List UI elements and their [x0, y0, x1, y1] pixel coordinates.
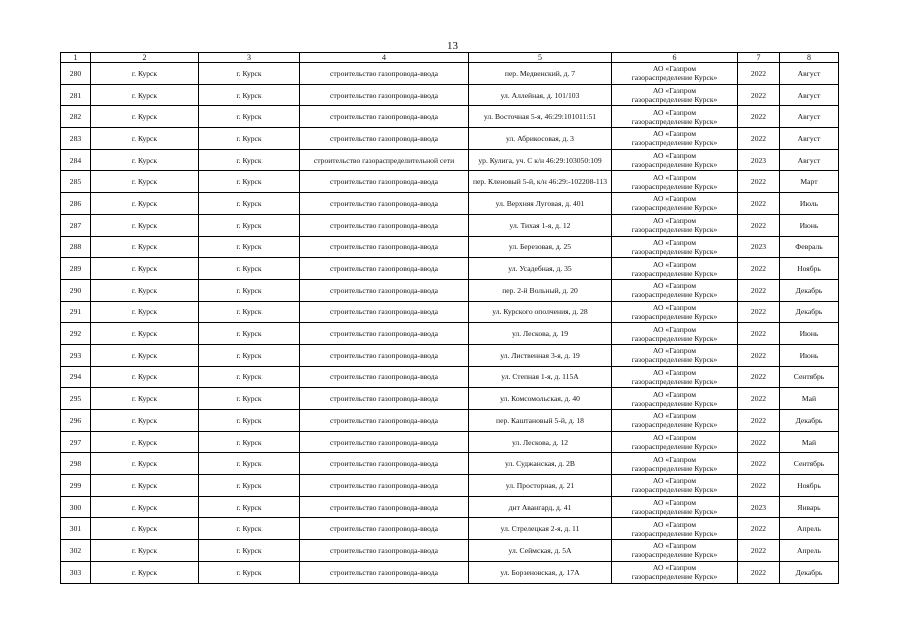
operator-cell [612, 431, 738, 453]
work-type-cell: строительство газопровода-ввода [300, 410, 469, 432]
row-number-cell: 298 [61, 453, 91, 475]
row-number-cell: 302 [61, 540, 91, 562]
operator-cell [612, 193, 738, 215]
operator-cell [612, 106, 738, 128]
operator-cell [612, 236, 738, 258]
table-row [61, 84, 839, 106]
year-cell: 2022 [738, 366, 780, 388]
address-cell: ул. Восточная 5-я, 46:29:101011:51 [469, 106, 612, 128]
settlement-cell: г. Курск [199, 518, 300, 540]
column-header: 3 [199, 53, 300, 63]
operator-line-2: газораспределение Курск» [631, 485, 718, 495]
settlement-cell: г. Курск [199, 171, 300, 193]
operator-line-1: АО «Газпром [652, 194, 697, 204]
region-cell: г. Курск [91, 193, 199, 215]
region-cell: г. Курск [91, 410, 199, 432]
operator-line-2: газораспределение Курск» [631, 398, 718, 408]
operator-line-2: газораспределение Курск» [631, 181, 718, 191]
settlement-cell: г. Курск [199, 410, 300, 432]
month-cell: Декабрь [780, 410, 839, 432]
operator-cell [612, 171, 738, 193]
year-cell: 2022 [738, 193, 780, 215]
settlement-cell: г. Курск [199, 366, 300, 388]
work-type-cell: строительство газопровода-ввода [300, 518, 469, 540]
year-cell: 2022 [738, 128, 780, 150]
table-row [61, 388, 839, 410]
row-number-cell: 303 [61, 561, 91, 583]
address-cell: пер. Медвенский, д. 7 [469, 63, 612, 85]
operator-line-2: газораспределение Курск» [631, 376, 718, 386]
row-number-cell: 280 [61, 63, 91, 85]
row-number-cell: 292 [61, 323, 91, 345]
year-cell: 2022 [738, 475, 780, 497]
address-cell: ул. Борзеновская, д. 17А [469, 561, 612, 583]
work-type-cell: строительство газопровода-ввода [300, 323, 469, 345]
operator-line-1: АО «Газпром [652, 237, 697, 247]
work-type-cell: строительство газораспределительной сети [300, 149, 469, 171]
year-cell: 2022 [738, 301, 780, 323]
row-number-cell: 287 [61, 214, 91, 236]
year-cell: 2022 [738, 84, 780, 106]
month-cell: Июнь [780, 344, 839, 366]
month-cell: Август [780, 84, 839, 106]
settlement-cell: г. Курск [199, 63, 300, 85]
operator-line-1: АО «Газпром [652, 302, 697, 312]
year-cell: 2022 [738, 540, 780, 562]
address-cell: ул. Усадебная, д. 35 [469, 258, 612, 280]
work-type-cell: строительство газопровода-ввода [300, 214, 469, 236]
table-header-row [61, 53, 839, 63]
table-row [61, 301, 839, 323]
settlement-cell: г. Курск [199, 453, 300, 475]
work-type-cell: строительство газопровода-ввода [300, 236, 469, 258]
operator-line-2: газораспределение Курск» [631, 507, 718, 517]
settlement-cell: г. Курск [199, 301, 300, 323]
address-cell: ул. Стрелецкая 2-я, д. 11 [469, 518, 612, 540]
address-cell: ул. Сеймская, д. 5А [469, 540, 612, 562]
row-number-cell: 300 [61, 496, 91, 518]
month-cell: Август [780, 106, 839, 128]
work-type-cell: строительство газопровода-ввода [300, 128, 469, 150]
row-number-cell: 301 [61, 518, 91, 540]
operator-line-2: газораспределение Курск» [631, 311, 718, 321]
year-cell: 2022 [738, 388, 780, 410]
table-row [61, 236, 839, 258]
address-cell: днт Авангард, д. 41 [469, 496, 612, 518]
operator-line-1: АО «Газпром [652, 129, 697, 139]
region-cell: г. Курск [91, 431, 199, 453]
operator-cell [612, 63, 738, 85]
address-cell: ул. Комсомольская, д. 40 [469, 388, 612, 410]
registry-table [60, 52, 839, 584]
operator-line-1: АО «Газпром [652, 259, 697, 269]
table-row [61, 366, 839, 388]
row-number-cell: 294 [61, 366, 91, 388]
month-cell: Апрель [780, 540, 839, 562]
address-cell: ул. Аллейная, д. 101/103 [469, 84, 612, 106]
table-row [61, 214, 839, 236]
address-cell: пер. Каштановый 5-й, д. 18 [469, 410, 612, 432]
table-row [61, 431, 839, 453]
address-cell: ул. Лескова, д. 19 [469, 323, 612, 345]
address-cell: ул. Курского ополчения, д. 28 [469, 301, 612, 323]
address-cell: ур. Кулига, уч. С к/н 46:29:103050:109 [469, 149, 612, 171]
column-header: 1 [61, 53, 91, 63]
region-cell: г. Курск [91, 214, 199, 236]
operator-cell [612, 496, 738, 518]
column-header: 2 [91, 53, 199, 63]
region-cell: г. Курск [91, 84, 199, 106]
region-cell: г. Курск [91, 388, 199, 410]
operator-cell [612, 561, 738, 583]
work-type-cell: строительство газопровода-ввода [300, 453, 469, 475]
region-cell: г. Курск [91, 279, 199, 301]
work-type-cell: строительство газопровода-ввода [300, 540, 469, 562]
operator-cell [612, 366, 738, 388]
table-row [61, 344, 839, 366]
operator-line-1: АО «Газпром [652, 367, 697, 377]
settlement-cell: г. Курск [199, 475, 300, 497]
work-type-cell: строительство газопровода-ввода [300, 63, 469, 85]
operator-cell [612, 84, 738, 106]
operator-cell [612, 128, 738, 150]
operator-cell [612, 323, 738, 345]
address-cell: пер. 2-й Вольный, д. 20 [469, 279, 612, 301]
column-header: 7 [738, 53, 780, 63]
row-number-cell: 290 [61, 279, 91, 301]
operator-line-2: газораспределение Курск» [631, 333, 718, 343]
work-type-cell: строительство газопровода-ввода [300, 193, 469, 215]
settlement-cell: г. Курск [199, 236, 300, 258]
region-cell: г. Курск [91, 496, 199, 518]
work-type-cell: строительство газопровода-ввода [300, 106, 469, 128]
operator-line-1: АО «Газпром [652, 411, 697, 421]
operator-line-2: газораспределение Курск» [631, 420, 718, 430]
table-row [61, 279, 839, 301]
table-row [61, 128, 839, 150]
month-cell: Апрель [780, 518, 839, 540]
operator-cell [612, 453, 738, 475]
column-header: 5 [469, 53, 612, 63]
settlement-cell: г. Курск [199, 258, 300, 280]
table-row [61, 149, 839, 171]
operator-line-1: АО «Газпром [652, 433, 697, 443]
settlement-cell: г. Курск [199, 214, 300, 236]
settlement-cell: г. Курск [199, 496, 300, 518]
operator-line-1: АО «Газпром [652, 324, 697, 334]
region-cell: г. Курск [91, 149, 199, 171]
address-cell: ул. Степная 1-я, д. 115А [469, 366, 612, 388]
month-cell: Январь [780, 496, 839, 518]
month-cell: Июнь [780, 323, 839, 345]
address-cell: ул. Березовая, д. 25 [469, 236, 612, 258]
region-cell: г. Курск [91, 475, 199, 497]
operator-line-1: АО «Газпром [652, 64, 697, 74]
operator-line-1: АО «Газпром [652, 172, 697, 182]
operator-line-1: АО «Газпром [652, 476, 697, 486]
settlement-cell: г. Курск [199, 431, 300, 453]
operator-line-2: газораспределение Курск» [631, 225, 718, 235]
row-number-cell: 288 [61, 236, 91, 258]
work-type-cell: строительство газопровода-ввода [300, 475, 469, 497]
operator-line-1: АО «Газпром [652, 541, 697, 551]
operator-cell [612, 258, 738, 280]
operator-cell [612, 410, 738, 432]
address-cell: ул. Суджанская, д. 2В [469, 453, 612, 475]
settlement-cell: г. Курск [199, 279, 300, 301]
operator-line-1: АО «Газпром [652, 346, 697, 356]
region-cell: г. Курск [91, 106, 199, 128]
year-cell: 2022 [738, 344, 780, 366]
address-cell: ул. Абрикосовая, д. 3 [469, 128, 612, 150]
operator-line-2: газораспределение Курск» [631, 138, 718, 148]
operator-line-2: газораспределение Курск» [631, 73, 718, 83]
table-row [61, 106, 839, 128]
settlement-cell: г. Курск [199, 540, 300, 562]
month-cell: Май [780, 388, 839, 410]
work-type-cell: строительство газопровода-ввода [300, 431, 469, 453]
year-cell: 2022 [738, 258, 780, 280]
operator-line-1: АО «Газпром [652, 151, 697, 161]
address-cell: пер. Кленовый 5-й, к/н 46:29:-102208-113 [469, 171, 612, 193]
operator-line-2: газораспределение Курск» [631, 160, 718, 170]
year-cell: 2022 [738, 561, 780, 583]
operator-cell [612, 301, 738, 323]
table-row [61, 540, 839, 562]
settlement-cell: г. Курск [199, 149, 300, 171]
row-number-cell: 281 [61, 84, 91, 106]
operator-line-2: газораспределение Курск» [631, 572, 718, 582]
address-cell: ул. Просторная, д. 21 [469, 475, 612, 497]
table-row [61, 193, 839, 215]
month-cell: Февраль [780, 236, 839, 258]
month-cell: Июнь [780, 214, 839, 236]
operator-line-2: газораспределение Курск» [631, 355, 718, 365]
settlement-cell: г. Курск [199, 193, 300, 215]
operator-line-1: АО «Газпром [652, 216, 697, 226]
operator-cell [612, 388, 738, 410]
row-number-cell: 285 [61, 171, 91, 193]
month-cell: Август [780, 149, 839, 171]
region-cell: г. Курск [91, 128, 199, 150]
year-cell: 2022 [738, 518, 780, 540]
row-number-cell: 286 [61, 193, 91, 215]
month-cell: Сентябрь [780, 453, 839, 475]
address-cell: ул. Лескова, д. 12 [469, 431, 612, 453]
region-cell: г. Курск [91, 366, 199, 388]
row-number-cell: 299 [61, 475, 91, 497]
work-type-cell: строительство газопровода-ввода [300, 84, 469, 106]
work-type-cell: строительство газопровода-ввода [300, 366, 469, 388]
settlement-cell: г. Курск [199, 344, 300, 366]
region-cell: г. Курск [91, 540, 199, 562]
operator-cell [612, 149, 738, 171]
table-row [61, 475, 839, 497]
operator-cell [612, 214, 738, 236]
row-number-cell: 293 [61, 344, 91, 366]
month-cell: Ноябрь [780, 258, 839, 280]
operator-line-1: АО «Газпром [652, 563, 697, 573]
operator-cell [612, 518, 738, 540]
settlement-cell: г. Курск [199, 323, 300, 345]
operator-line-2: газораспределение Курск» [631, 442, 718, 452]
month-cell: Ноябрь [780, 475, 839, 497]
region-cell: г. Курск [91, 453, 199, 475]
settlement-cell: г. Курск [199, 106, 300, 128]
region-cell: г. Курск [91, 171, 199, 193]
region-cell: г. Курск [91, 236, 199, 258]
work-type-cell: строительство газопровода-ввода [300, 388, 469, 410]
row-number-cell: 283 [61, 128, 91, 150]
month-cell: Май [780, 431, 839, 453]
year-cell: 2023 [738, 149, 780, 171]
year-cell: 2022 [738, 431, 780, 453]
row-number-cell: 282 [61, 106, 91, 128]
region-cell: г. Курск [91, 301, 199, 323]
operator-cell [612, 279, 738, 301]
row-number-cell: 296 [61, 410, 91, 432]
table-row [61, 171, 839, 193]
table-row [61, 496, 839, 518]
month-cell: Декабрь [780, 279, 839, 301]
operator-line-2: газораспределение Курск» [631, 95, 718, 105]
address-cell: ул. Верхняя Луговая, д. 401 [469, 193, 612, 215]
address-cell: ул. Тихая 1-я, д. 12 [469, 214, 612, 236]
operator-line-2: газораспределение Курск» [631, 550, 718, 560]
month-cell: Сентябрь [780, 366, 839, 388]
table-row [61, 63, 839, 85]
table-row [61, 518, 839, 540]
operator-line-2: газораспределение Курск» [631, 246, 718, 256]
year-cell: 2022 [738, 171, 780, 193]
year-cell: 2022 [738, 63, 780, 85]
month-cell: Март [780, 171, 839, 193]
table-row [61, 323, 839, 345]
work-type-cell: строительство газопровода-ввода [300, 496, 469, 518]
work-type-cell: строительство газопровода-ввода [300, 279, 469, 301]
work-type-cell: строительство газопровода-ввода [300, 344, 469, 366]
region-cell: г. Курск [91, 344, 199, 366]
column-header: 8 [780, 53, 839, 63]
operator-line-2: газораспределение Курск» [631, 290, 718, 300]
operator-line-1: АО «Газпром [652, 454, 697, 464]
operator-line-2: газораспределение Курск» [631, 116, 718, 126]
year-cell: 2022 [738, 453, 780, 475]
operator-line-1: АО «Газпром [652, 107, 697, 117]
operator-line-1: АО «Газпром [652, 281, 697, 291]
year-cell: 2023 [738, 236, 780, 258]
operator-cell [612, 344, 738, 366]
operator-line-2: газораспределение Курск» [631, 528, 718, 538]
year-cell: 2022 [738, 279, 780, 301]
year-cell: 2022 [738, 214, 780, 236]
settlement-cell: г. Курск [199, 561, 300, 583]
region-cell: г. Курск [91, 561, 199, 583]
operator-line-2: газораспределение Курск» [631, 203, 718, 213]
year-cell: 2022 [738, 323, 780, 345]
work-type-cell: строительство газопровода-ввода [300, 171, 469, 193]
operator-line-1: АО «Газпром [652, 519, 697, 529]
operator-line-2: газораспределение Курск» [631, 268, 718, 278]
work-type-cell: строительство газопровода-ввода [300, 561, 469, 583]
year-cell: 2022 [738, 106, 780, 128]
month-cell: Декабрь [780, 561, 839, 583]
month-cell: Декабрь [780, 301, 839, 323]
month-cell: Июль [780, 193, 839, 215]
year-cell: 2022 [738, 410, 780, 432]
row-number-cell: 295 [61, 388, 91, 410]
table-row [61, 561, 839, 583]
operator-cell [612, 475, 738, 497]
settlement-cell: г. Курск [199, 128, 300, 150]
column-header: 6 [612, 53, 738, 63]
table-row [61, 410, 839, 432]
page-number: 13 [447, 40, 458, 52]
operator-line-1: АО «Газпром [652, 86, 697, 96]
operator-line-2: газораспределение Курск» [631, 463, 718, 473]
table-row [61, 453, 839, 475]
column-header: 4 [300, 53, 469, 63]
address-cell: ул. Лиственная 3-я, д. 19 [469, 344, 612, 366]
row-number-cell: 297 [61, 431, 91, 453]
operator-cell [612, 540, 738, 562]
row-number-cell: 289 [61, 258, 91, 280]
work-type-cell: строительство газопровода-ввода [300, 258, 469, 280]
table-row [61, 258, 839, 280]
month-cell: Август [780, 63, 839, 85]
operator-line-1: АО «Газпром [652, 389, 697, 399]
settlement-cell: г. Курск [199, 84, 300, 106]
region-cell: г. Курск [91, 63, 199, 85]
settlement-cell: г. Курск [199, 388, 300, 410]
year-cell: 2023 [738, 496, 780, 518]
region-cell: г. Курск [91, 258, 199, 280]
region-cell: г. Курск [91, 323, 199, 345]
operator-line-1: АО «Газпром [652, 498, 697, 508]
row-number-cell: 284 [61, 149, 91, 171]
month-cell: Август [780, 128, 839, 150]
row-number-cell: 291 [61, 301, 91, 323]
region-cell: г. Курск [91, 518, 199, 540]
work-type-cell: строительство газопровода-ввода [300, 301, 469, 323]
